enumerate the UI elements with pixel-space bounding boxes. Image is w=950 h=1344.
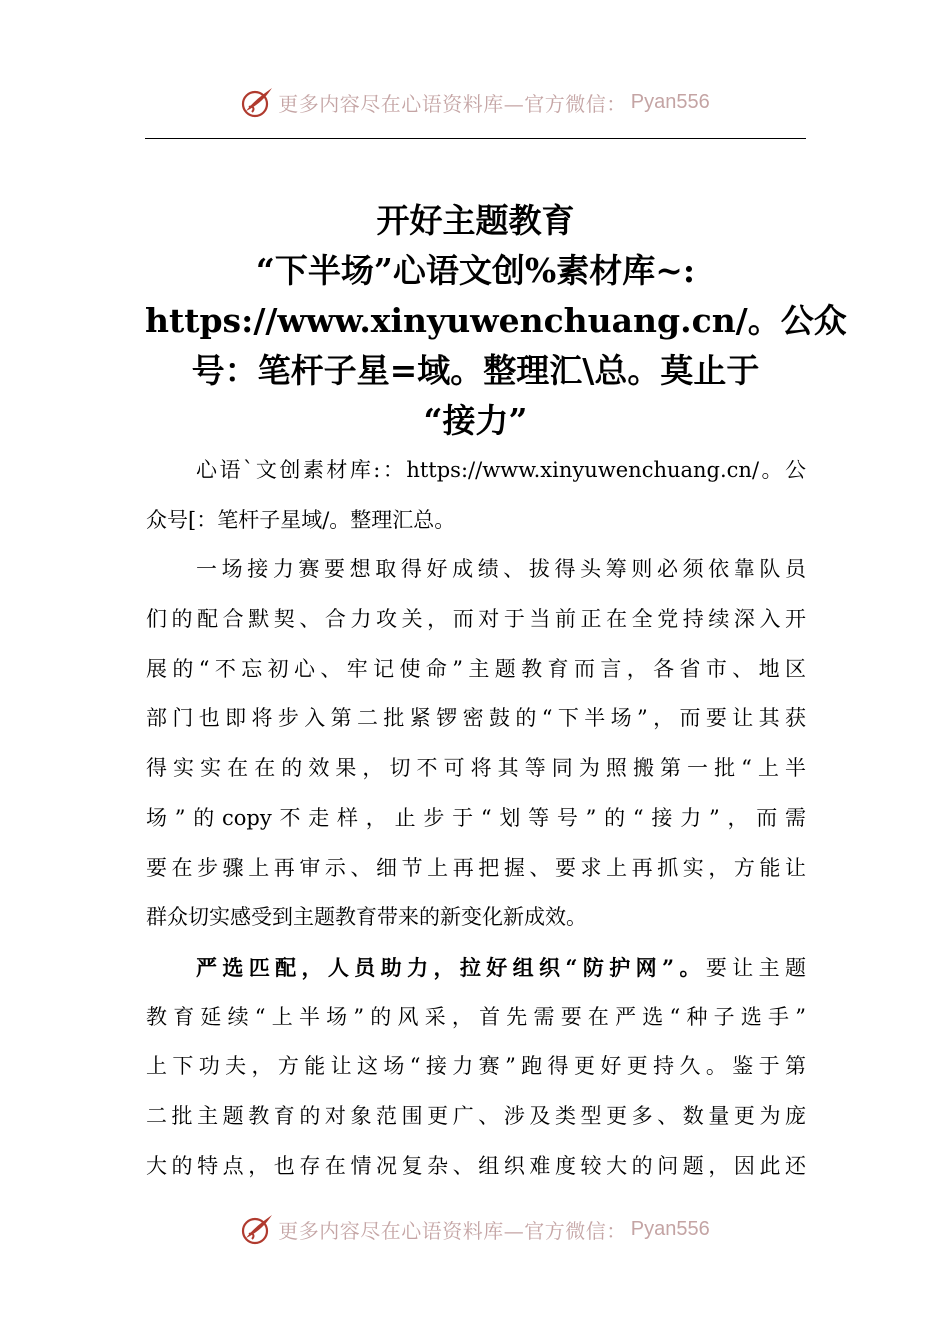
text-line: 大的特点，也存在情况复杂、组织难度较大的问题，因此还 [146,1153,806,1178]
text-line: 上下功夫，方能让这场“接力赛”跑得更好更持久。鉴于第 [146,1054,806,1079]
text-line: 要在步骤上再审示、细节上再把握、要求上再抓实，方能让 [146,855,806,880]
paragraph [146,545,806,943]
text-line: 二批主题教育的对象范围更广、涉及类型更多、数量更为庞 [146,1103,806,1128]
text-line: 心语`文创素材库:：https://www.xinyuwenchuang.cn/。公 [196,458,806,482]
quill-logo-icon [240,1212,274,1246]
text-line: 众号[：笔杆子星域/。整理汇总。 [146,507,456,532]
text-line: 场”的copy不走样，止步于“划等号”的“接力”，而需 [146,805,806,830]
text-line: 得实实在在的效果，切不可将其等同为照搬第一批“上半 [146,756,806,781]
banner-wechat-id: Pyan556 [630,1217,710,1240]
text-line: 一场接力赛要想取得好成绩、拔得头筹则必须依靠队员 [196,557,806,582]
title-line: “下半场”心语文创%素材库~: [255,251,696,290]
banner-text: 更多内容尽在心语资料库—官方微信： [278,91,627,116]
document-title [145,196,847,446]
banner-wechat-id: Pyan556 [630,90,710,113]
title-line: “接力” [423,401,528,440]
paragraph [146,446,806,545]
footer-banner [0,1209,950,1249]
header-banner [0,82,950,122]
title-line: 开好主题教育 [376,201,575,240]
quill-logo-icon [240,85,274,119]
header-divider [145,138,806,139]
text-line: 严选匹配，人员助力，拉好组织“防护网”。要让主题 [196,954,806,980]
paragraph-lead: 严选匹配，人员助力，拉好组织“防护网”。 [196,954,706,980]
text-line: 教育延续“上半场”的风采，首先需要在严选“种子选手” [146,1004,806,1029]
document-body [146,446,806,1191]
text-line: 展的“不忘初心、牢记使命”主题教育而言，各省市、地区 [146,656,806,681]
title-line: https://www.xinyuwenchuang.cn/。公众 [145,301,847,340]
paragraph [146,943,806,1191]
text-line: 群众切实感受到主题教育带来的新变化新成效。 [146,905,587,930]
banner-text: 更多内容尽在心语资料库—官方微信： [278,1218,627,1243]
text-line: 们的配合默契、合力攻关，而对于当前正在全党持续深入开 [146,607,806,632]
text-line: 部门也即将步入第二批紧锣密鼓的“下半场”，而要让其获 [146,706,806,731]
title-line: 号：笔杆子星=域。整理汇\总。莫止于 [191,351,760,390]
